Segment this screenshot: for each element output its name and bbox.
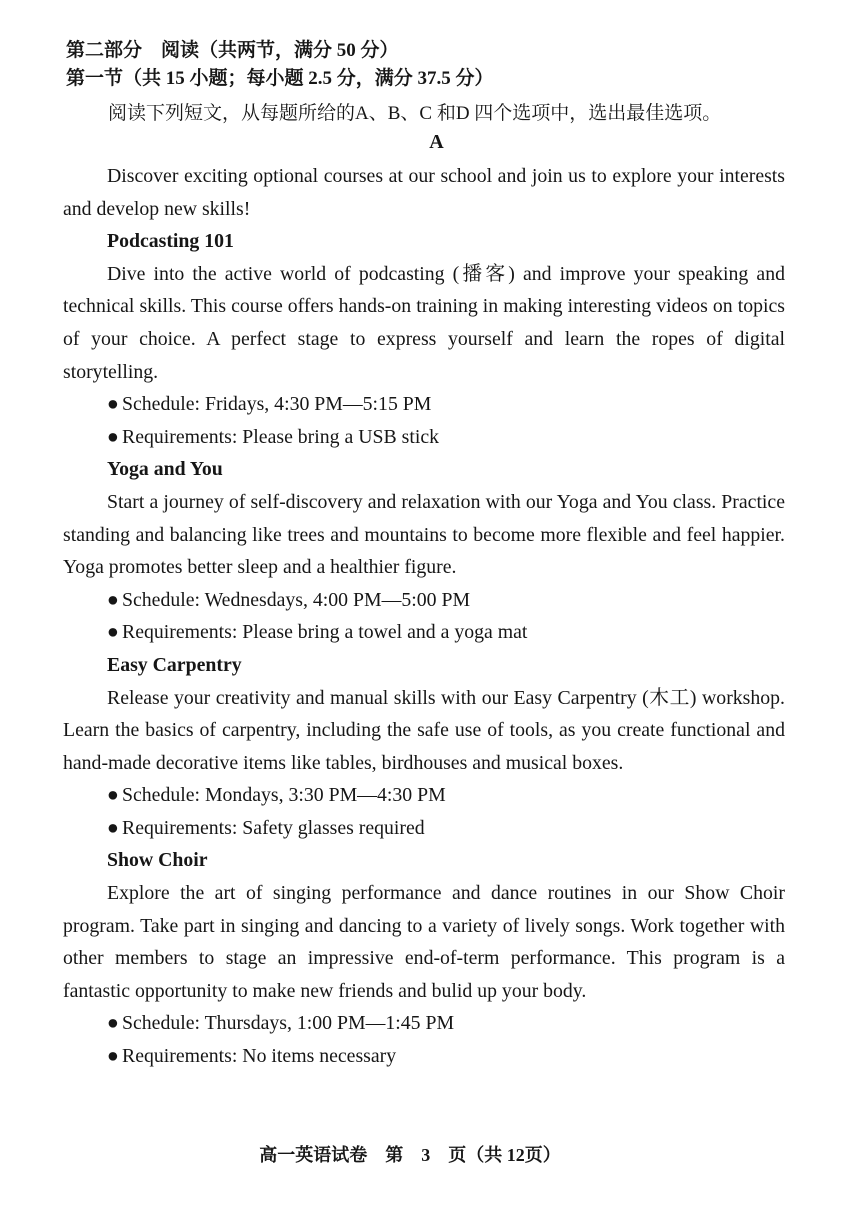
course-carpentry xyxy=(63,649,785,845)
course-description: Start a journey of self-discovery and relaxation with our Yoga and You class. Practice standing and balancing like trees and mountains to become more flexible and feel happier. Yoga promotes better sleep and a healthier figure. xyxy=(63,490,785,579)
schedule-item xyxy=(63,1007,785,1040)
bullet-icon: ● xyxy=(107,621,119,644)
schedule-text: Schedule: Wednesdays, 4:00 PM—5:00 PM xyxy=(122,588,471,611)
passage-label: A xyxy=(429,131,444,153)
course-title: Show Choir xyxy=(107,849,208,872)
requirements-item xyxy=(63,421,785,454)
bullet-icon: ● xyxy=(107,393,119,416)
page-footer: 高一英语试卷 第 3 页（共 12页） xyxy=(259,1145,561,1165)
course-description: Release your creativity and manual skills with our Easy Carpentry (木工) workshop. Learn the basics of carpentry, including the safe use of tools, as you create functional and hand-made decorative items like tables, birdhouses and musical boxes. xyxy=(63,686,785,774)
part-title: 第二部分 阅读（共两节，满分 50 分） xyxy=(66,40,399,61)
requirements-item xyxy=(63,1040,785,1073)
bullet-icon: ● xyxy=(107,784,119,807)
requirements-text: Requirements: Please bring a towel and a yoga mat xyxy=(122,621,528,644)
passage-intro: Discover exciting optional courses at our school and join us to explore your interests and develop new skills! xyxy=(63,165,785,220)
schedule-text: Schedule: Mondays, 3:30 PM—4:30 PM xyxy=(122,784,446,807)
course-title: Yoga and You xyxy=(107,458,223,481)
bullet-icon: ● xyxy=(107,588,119,611)
course-description: Dive into the active world of podcasting (播客) and improve your speaking and technical skills. This course offers hands-on training in making interesting videos on topics of your choice. A perfect stage to express yourself and learn the ropes of digital storytelling. xyxy=(63,262,785,383)
course-description: Explore the art of singing performance and dance routines in our Show Choir program. Take part in singing and dancing to a variety of lively songs. Work together with other members to stage an impressive end-of-term performance. This program is a fantastic opportunity to make new friends and bulid up your body. xyxy=(63,882,785,1002)
schedule-text: Schedule: Fridays, 4:30 PM—5:15 PM xyxy=(122,393,432,416)
bullet-icon: ● xyxy=(107,1045,119,1068)
schedule-item xyxy=(63,779,785,812)
bullet-icon: ● xyxy=(107,1012,119,1035)
schedule-item xyxy=(63,388,785,421)
schedule-text: Schedule: Thursdays, 1:00 PM—1:45 PM xyxy=(122,1012,455,1035)
schedule-item xyxy=(63,584,785,617)
course-podcasting xyxy=(63,225,785,453)
requirements-text: Requirements: No items necessary xyxy=(122,1045,397,1068)
requirements-text: Requirements: Safety glasses required xyxy=(122,816,425,839)
course-title: Podcasting 101 xyxy=(107,230,234,253)
course-show-choir xyxy=(63,844,785,1072)
requirements-item xyxy=(63,812,785,845)
passage-body xyxy=(63,160,785,1073)
requirements-item xyxy=(63,616,785,649)
bullet-icon: ● xyxy=(107,425,119,448)
instructions: 阅读下列短文，从每题所给的A、B、C 和D 四个选项中，选出最佳选项。 xyxy=(108,103,722,124)
bullet-icon: ● xyxy=(107,816,119,839)
section-title: 第一节（共 15 小题；每小题 2.5 分，满分 37.5 分） xyxy=(66,68,494,89)
course-title: Easy Carpentry xyxy=(107,653,242,676)
course-yoga xyxy=(63,453,785,649)
requirements-text: Requirements: Please bring a USB stick xyxy=(122,425,440,448)
